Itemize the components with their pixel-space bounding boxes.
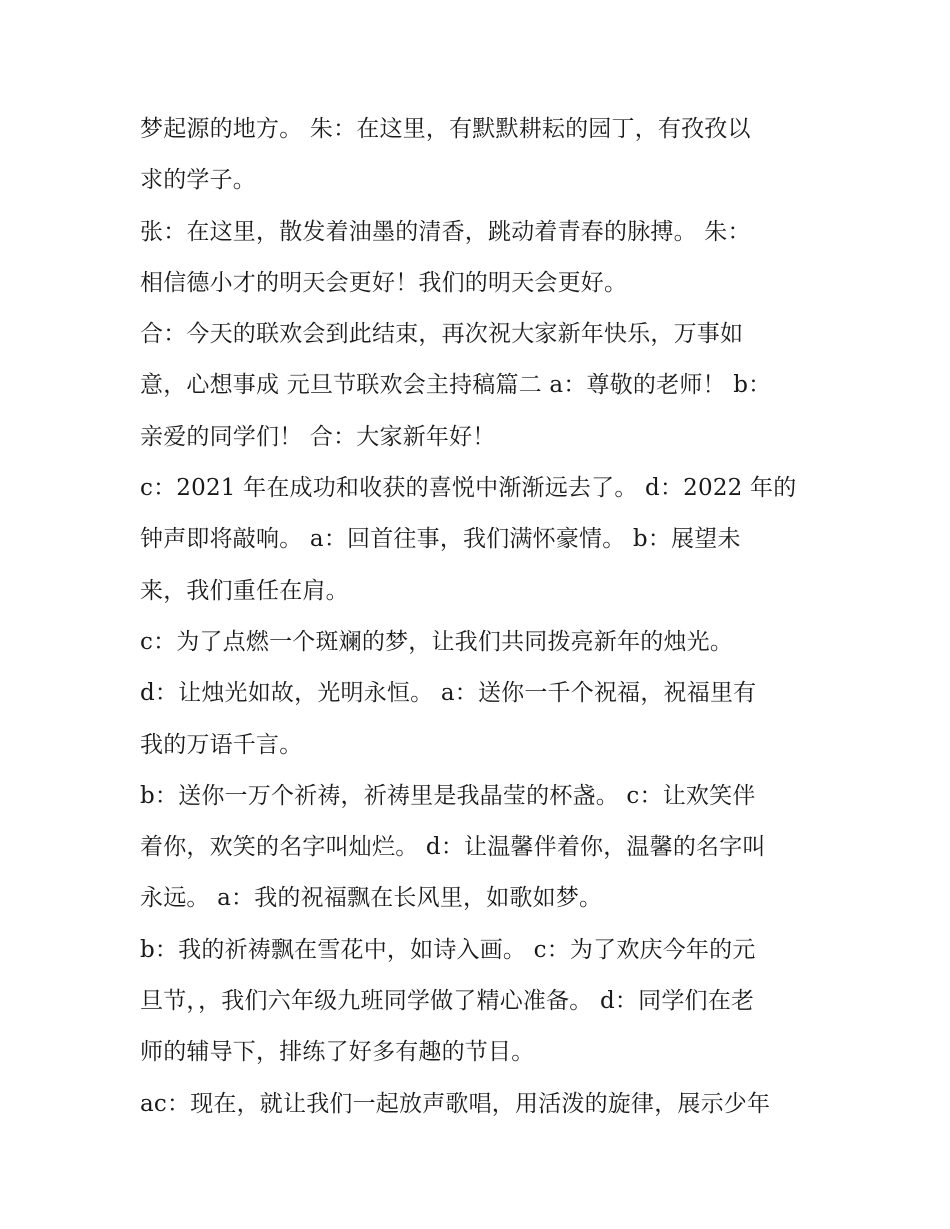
text-line: 张：在这里，散发着油墨的清香，跳动着青春的脉搏。 朱：	[140, 218, 751, 245]
text-line: 钟声即将敲响。 a：回首往事，我们满怀豪情。 b：展望未	[140, 526, 741, 553]
text-line: 意，心想事成 元旦节联欢会主持稿篇二 a：尊敬的老师！ b：	[140, 372, 772, 399]
text-line: 合：今天的联欢会到此结束，再次祝大家新年快乐，万事如	[140, 321, 744, 348]
text-line: 求的学子。	[140, 167, 256, 194]
text-line: 相信德小才的明天会更好！我们的明天会更好。	[140, 269, 628, 296]
document-body	[140, 104, 820, 1130]
text-line: b：我的祈祷飘在雪花中，如诗入画。 c：为了欢庆今年的元	[140, 936, 756, 963]
text-line: b：送你一万个祈祷，祈祷里是我晶莹的杯盏。 c：让欢笑伴	[140, 782, 756, 809]
text-line: 师的辅导下，排练了好多有趣的节目。	[140, 1039, 535, 1066]
text-line: 亲爱的同学们！ 合：大家新年好！	[140, 423, 496, 450]
text-line: 着你，欢笑的名字叫灿烂。 d：让温馨伴着你，温馨的名字叫	[140, 834, 766, 861]
text-line: 来，我们重任在肩。	[140, 577, 349, 604]
text-line: 永远。 a：我的祝福飘在长风里，如歌如梦。	[140, 885, 603, 912]
text-line: ac：现在，就让我们一起放声歌唱，用活泼的旋律，展示少年	[140, 1090, 771, 1117]
text-line: 旦节，，我们六年级九班同学做了精心准备。 d：同学们在老	[140, 988, 755, 1015]
text-line: c：为了点燃一个斑斓的梦，让我们共同拨亮新年的烛光。	[140, 628, 734, 655]
text-line: 梦起源的地方。 朱：在这里，有默默耕耘的园丁，有孜孜以	[140, 116, 751, 142]
text-line: d：让烛光如故，光明永恒。 a：送你一千个祝福，祝福里有	[140, 680, 757, 707]
text-line: 我的万语千言。	[140, 731, 303, 758]
text-line: c：2021 年在成功和收获的喜悦中渐渐远去了。 d：2022 年的	[140, 475, 797, 502]
